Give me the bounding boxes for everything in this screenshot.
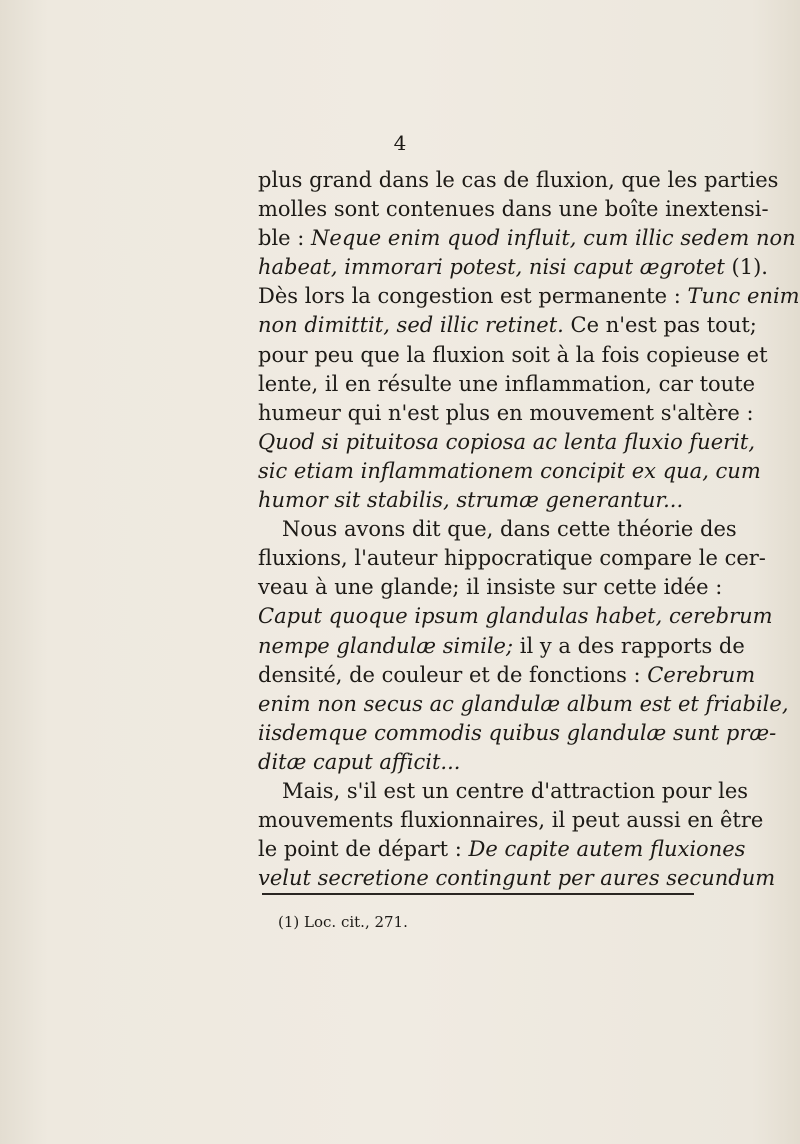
text-segment: ble : <box>258 226 312 251</box>
text-segment: pour peu que la fluxion soit à la fois copieuse et <box>258 342 768 367</box>
latin-quote: velut secretione contingunt per aures secundum <box>258 866 776 891</box>
text-line <box>258 690 789 719</box>
latin-quote: humor sit stabilis, strumæ generantur... <box>258 488 684 513</box>
text-segment: (1). <box>724 255 768 280</box>
text-segment: plus grand dans le cas de fluxion, que les parties <box>258 168 779 192</box>
text-line <box>258 515 737 544</box>
latin-quote: sic etiam inflammationem concipit ex qua, cum <box>258 458 761 483</box>
text-line <box>258 486 698 515</box>
latin-quote: Cerebrum <box>647 662 756 687</box>
latin-quote: Quod si pituitosa copiosa ac lenta fluxio fuerit, <box>258 429 756 454</box>
text-line <box>258 573 723 602</box>
text-line <box>258 282 800 311</box>
text-line <box>258 777 749 806</box>
footnote-rule <box>262 893 694 895</box>
footnote: (1) Loc. cit., 271. <box>278 913 408 931</box>
text-line <box>258 748 698 777</box>
text-segment: mouvements fluxionnaires, il peut aussi en être <box>258 808 764 833</box>
latin-quote: iisdemque commodis quibus glandulæ sunt præ- <box>258 720 777 745</box>
text-line <box>258 806 764 835</box>
text-segment: molles sont contenues dans une boîte inextensi- <box>258 197 769 222</box>
text-line <box>258 602 773 631</box>
text-line <box>258 661 756 690</box>
text-segment: le point de départ : <box>258 837 469 862</box>
text-line <box>258 719 777 748</box>
text-line <box>258 224 796 253</box>
text-segment: il y a des rapports de <box>513 633 745 658</box>
text-line <box>258 399 754 428</box>
text-segment: Dès lors la congestion est permanente : <box>258 284 688 309</box>
text-line <box>258 864 776 893</box>
text-segment: veau à une glande; il insiste sur cette idée : <box>258 575 723 600</box>
latin-quote: Caput quoque ipsum glandulas habet, cerebrum <box>258 604 773 629</box>
text-line <box>258 195 769 224</box>
latin-quote: De capite autem fluxiones <box>468 837 746 862</box>
text-line <box>258 370 756 399</box>
body-text <box>258 166 800 893</box>
text-line <box>258 428 756 457</box>
latin-quote: Tunc enim <box>687 284 800 309</box>
text-segment: humeur qui n'est plus en mouvement s'altère : <box>258 400 754 425</box>
latin-quote: enim non secus ac glandulæ album est et friabile, <box>258 691 789 716</box>
text-segment: Ce n'est pas tout; <box>563 313 757 338</box>
text-line <box>258 341 768 370</box>
text-segment: Nous avons dit que, dans cette théorie des <box>282 517 737 542</box>
text-line <box>258 544 766 573</box>
text-segment: densité, de couleur et de fonctions : <box>258 662 648 687</box>
text-line <box>258 835 746 864</box>
text-line <box>258 632 745 661</box>
latin-quote: ditæ caput afficit... <box>258 749 461 774</box>
latin-quote: habeat, immorari potest, nisi caput ægrotet <box>258 255 725 280</box>
text-line <box>258 311 757 340</box>
latin-quote: non dimittit, sed illic retinet. <box>258 313 564 338</box>
text-segment: lente, il en résulte une inflammation, car toute <box>258 371 756 396</box>
page-number: 4 <box>393 131 407 155</box>
text-line <box>258 166 779 195</box>
latin-quote: Neque enim quod influit, cum illic sedem non <box>311 226 796 251</box>
text-line <box>258 457 761 486</box>
text-line <box>258 253 768 282</box>
latin-quote: nempe glandulæ simile; <box>258 633 514 658</box>
text-segment: fluxions, l'auteur hippocratique compare le cer- <box>258 546 766 571</box>
text-segment: Mais, s'il est un centre d'attraction pour les <box>282 778 749 803</box>
